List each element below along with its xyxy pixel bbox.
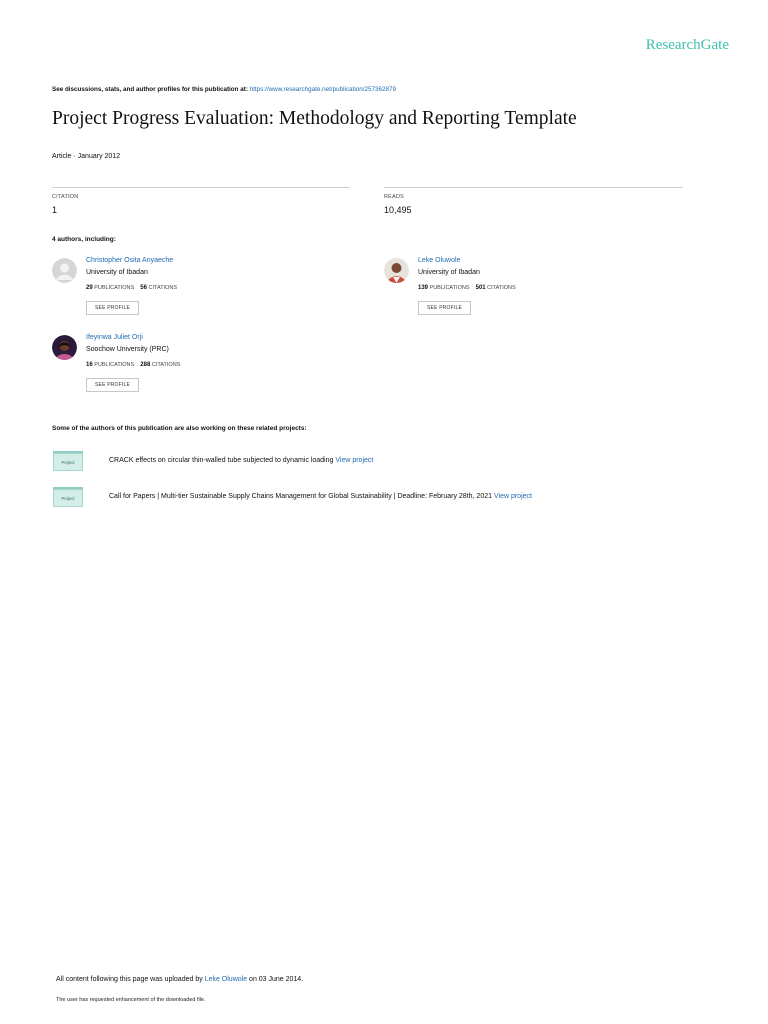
see-discussions-text: See discussions, stats, and author profiles for this publication at: <box>52 86 248 93</box>
author-name-link[interactable]: Ifeyinwa Juliet Orji <box>86 334 143 341</box>
author-affiliation: University of Ibadan <box>86 269 148 276</box>
citations-label: CITATIONS <box>487 285 516 291</box>
citations-label: CITATIONS <box>151 362 181 368</box>
publications-count: 16 <box>86 362 93 368</box>
avatar-placeholder-icon[interactable] <box>52 258 77 283</box>
project-icon-label: Project <box>53 489 83 507</box>
project-title: Call for Papers | Multi-tier Sustainable Supply Chains Management for Global Sustainability | Deadline: February 28th, 2021 <box>109 493 493 500</box>
upload-notice <box>56 976 303 983</box>
publication-title: Project Progress Evaluation: Methodology and Reporting Template <box>52 108 577 129</box>
author-card <box>384 258 684 328</box>
researchgate-logo: ResearchGate <box>645 37 729 53</box>
uploader-link[interactable]: Leke Oluwole <box>204 976 248 983</box>
citation-label: CITATION <box>52 194 79 200</box>
authors-heading: 4 authors, including: <box>52 236 116 243</box>
see-profile-button[interactable]: SEE PROFILE <box>86 378 139 392</box>
citations-label: CITATIONS <box>148 285 178 291</box>
author-stats <box>86 285 177 291</box>
project-item <box>109 493 532 500</box>
project-item <box>109 457 373 464</box>
publication-url-link[interactable]: https://www.researchgate.net/publication/257362879 <box>249 86 397 93</box>
citation-value: 1 <box>52 205 58 215</box>
project-folder-icon[interactable] <box>53 487 83 509</box>
project-title: CRACK effects on circular thin-walled tube subjected to dynamic loading <box>109 457 334 464</box>
author-name-link[interactable]: Christopher Osita Anyaeche <box>86 257 174 264</box>
reads-label: READS <box>384 194 404 200</box>
reads-value: 10,495 <box>384 205 412 215</box>
author-stats <box>418 285 516 291</box>
see-discussions-line <box>52 86 396 93</box>
citations-count: 56 <box>140 285 147 291</box>
author-stats <box>86 362 180 368</box>
view-project-link[interactable]: View project <box>335 457 374 464</box>
upload-prefix: All content following this page was uploaded by <box>56 976 203 983</box>
project-icon-label: Project <box>53 453 83 471</box>
author-affiliation: University of Ibadan <box>418 269 480 276</box>
related-projects-heading: Some of the authors of this publication are also working on these related projects: <box>52 425 307 432</box>
author-affiliation: Soochow University (PRC) <box>86 346 169 353</box>
project-folder-icon[interactable] <box>53 451 83 473</box>
reads-divider <box>384 187 683 188</box>
see-profile-button[interactable]: SEE PROFILE <box>418 301 471 315</box>
publication-meta: Article · January 2012 <box>52 153 121 160</box>
author-photo-icon[interactable] <box>52 335 77 360</box>
citations-count: 501 <box>475 285 486 291</box>
enhancement-note: The user has requested enhancement of the downloaded file. <box>56 997 206 1003</box>
publications-label: PUBLICATIONS <box>94 362 135 368</box>
publications-label: PUBLICATIONS <box>94 285 135 291</box>
publications-label: PUBLICATIONS <box>429 285 470 291</box>
publications-count: 29 <box>86 285 93 291</box>
see-profile-button[interactable]: SEE PROFILE <box>86 301 139 315</box>
author-card <box>52 335 352 405</box>
citation-divider <box>52 187 350 188</box>
citations-count: 288 <box>140 362 151 368</box>
publications-count: 139 <box>418 285 429 291</box>
upload-suffix: on 03 June 2014. <box>249 976 304 983</box>
author-photo-icon[interactable] <box>384 258 409 283</box>
view-project-link[interactable]: View project <box>493 493 532 500</box>
author-card <box>52 258 352 328</box>
author-name-link[interactable]: Leke Oluwole <box>418 257 461 264</box>
